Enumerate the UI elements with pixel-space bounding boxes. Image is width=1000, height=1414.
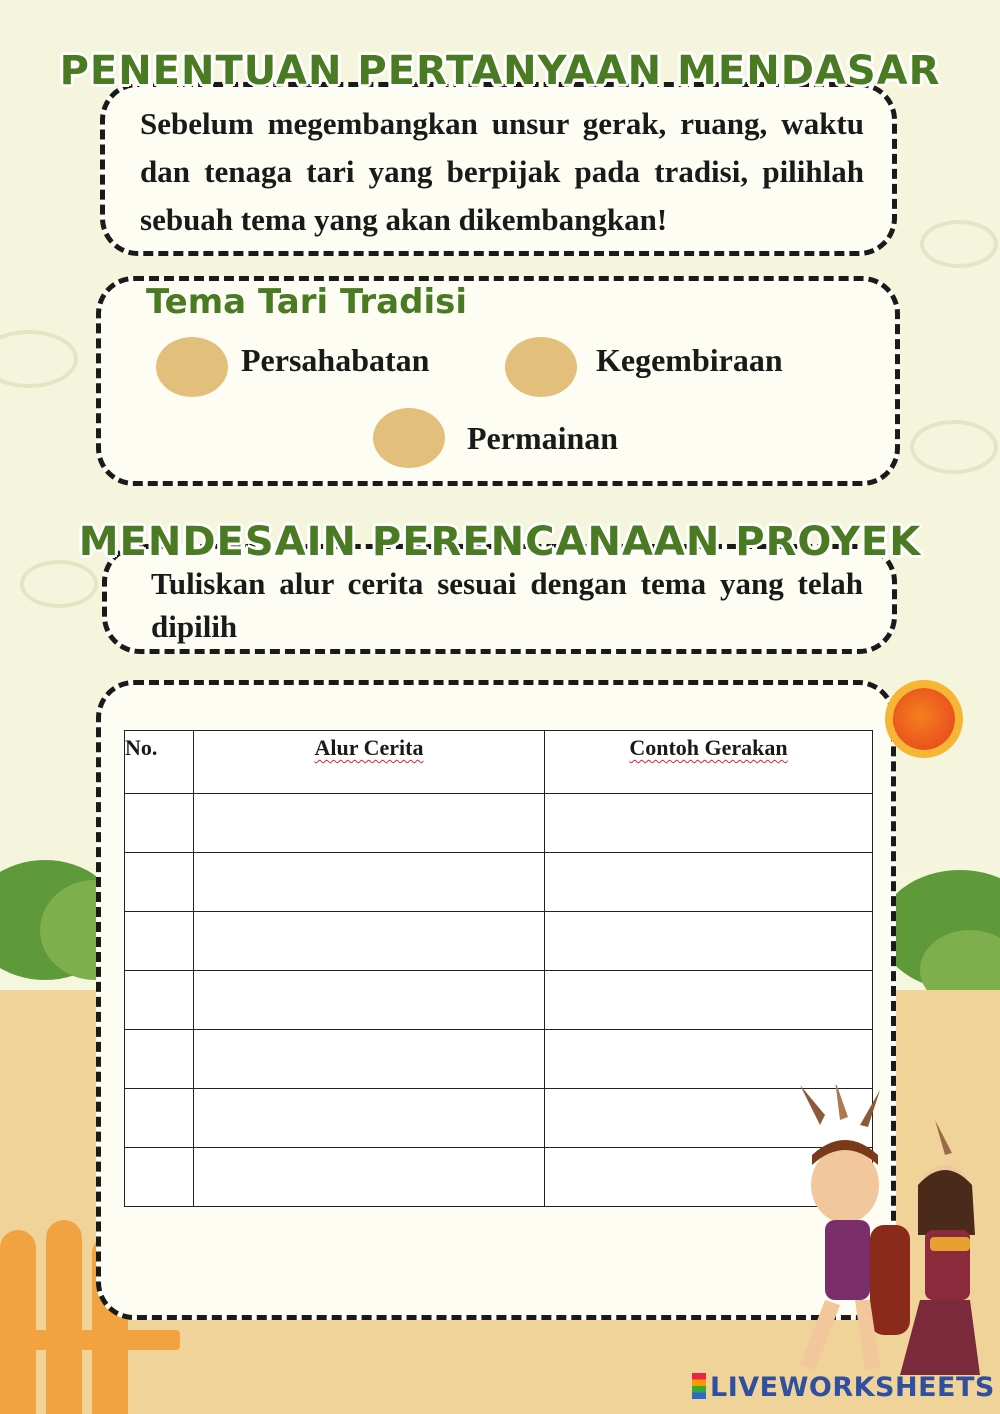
cell-alur-cerita[interactable] bbox=[194, 1148, 545, 1207]
cell-contoh-gerakan[interactable] bbox=[545, 1030, 873, 1089]
fence-post-1 bbox=[0, 1230, 36, 1414]
cloud-ornament-left-2 bbox=[20, 560, 98, 608]
section1-instruction: Sebelum megembangkan unsur gerak, ruang, waktu dan tenaga tari yang berpijak pada tradisi, pilihlah sebuah tema yang akan dikembangkan! bbox=[140, 106, 864, 237]
header-contoh-gerakan: Contoh Gerakan bbox=[545, 731, 873, 794]
cell-no[interactable] bbox=[125, 794, 194, 853]
header-alur-cerita: Alur Cerita bbox=[194, 731, 545, 794]
section1-title: PENENTUAN PERTANYAAN MENDASAR bbox=[59, 48, 941, 94]
logo-text: LIVEWORKSHEETS bbox=[710, 1372, 995, 1403]
fence-rail bbox=[0, 1330, 180, 1350]
cell-no[interactable] bbox=[125, 912, 194, 971]
table-row bbox=[125, 971, 873, 1030]
option-radio-persahabatan[interactable] bbox=[156, 337, 228, 397]
cell-contoh-gerakan[interactable] bbox=[545, 971, 873, 1030]
option-radio-kegembiraan[interactable] bbox=[505, 337, 577, 397]
table-row bbox=[125, 794, 873, 853]
option-label-kegembiraan: Kegembiraan bbox=[596, 342, 783, 378]
cell-alur-cerita[interactable] bbox=[194, 794, 545, 853]
sun-icon bbox=[893, 688, 955, 750]
cell-no[interactable] bbox=[125, 971, 194, 1030]
cloud-ornament-right bbox=[920, 220, 998, 268]
section2-instruction: Tuliskan alur cerita sesuai dengan tema yang telah dipilih bbox=[151, 566, 863, 644]
table-header-row bbox=[125, 731, 873, 794]
cell-no[interactable] bbox=[125, 1030, 194, 1089]
fence-post-2 bbox=[46, 1220, 82, 1414]
section2-title: MENDESAIN PERENCANAAN PROYEK bbox=[78, 519, 922, 565]
table-row bbox=[125, 853, 873, 912]
header-no: No. bbox=[125, 731, 194, 794]
cell-no[interactable] bbox=[125, 1089, 194, 1148]
cell-alur-cerita[interactable] bbox=[194, 1089, 545, 1148]
option-label-permainan: Permainan bbox=[467, 420, 619, 456]
cell-contoh-gerakan[interactable] bbox=[545, 853, 873, 912]
logo-mark-icon bbox=[692, 1373, 706, 1399]
cell-contoh-gerakan[interactable] bbox=[545, 912, 873, 971]
cloud-ornament-right-2 bbox=[910, 420, 998, 474]
cell-contoh-gerakan[interactable] bbox=[545, 794, 873, 853]
cell-alur-cerita[interactable] bbox=[194, 912, 545, 971]
dancers-illustration bbox=[730, 1085, 1000, 1385]
cell-alur-cerita[interactable] bbox=[194, 853, 545, 912]
cell-alur-cerita[interactable] bbox=[194, 1030, 545, 1089]
cell-no[interactable] bbox=[125, 853, 194, 912]
option-label-persahabatan: Persahabatan bbox=[241, 342, 430, 378]
cell-alur-cerita[interactable] bbox=[194, 971, 545, 1030]
cell-no[interactable] bbox=[125, 1148, 194, 1207]
theme-title: Tema Tari Tradisi bbox=[146, 282, 468, 322]
table-row bbox=[125, 1030, 873, 1089]
liveworksheets-logo bbox=[692, 1372, 995, 1403]
option-radio-permainan[interactable] bbox=[373, 408, 445, 468]
table-row bbox=[125, 912, 873, 971]
